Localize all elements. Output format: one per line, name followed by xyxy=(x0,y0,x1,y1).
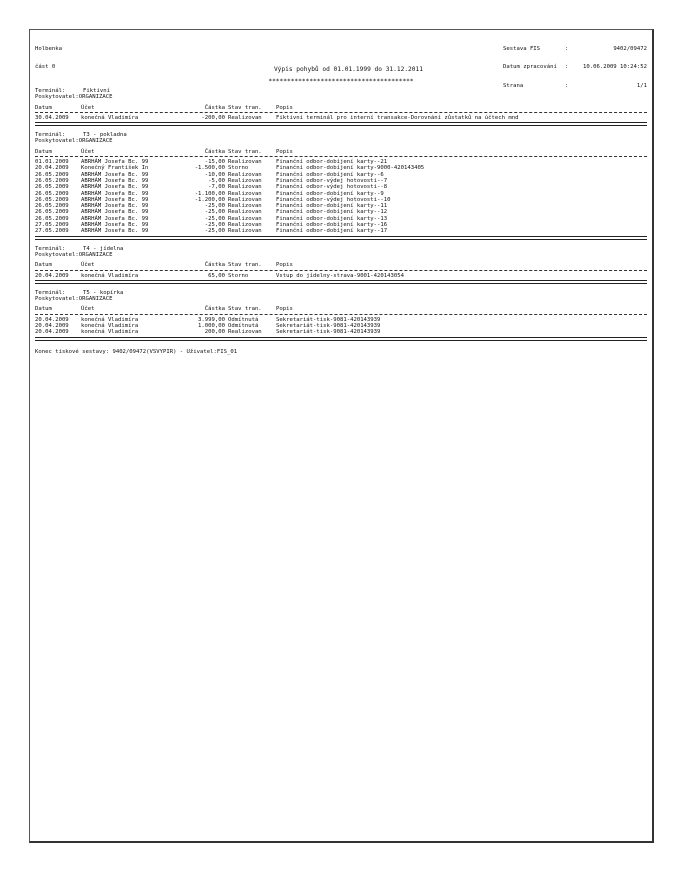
column-header xyxy=(35,262,647,268)
cell-date: 26.05.2009 xyxy=(35,203,69,210)
dashed-separator xyxy=(35,270,647,271)
terminal-section xyxy=(35,132,647,239)
cell-date: 26.05.2009 xyxy=(35,215,69,222)
col-account-header: Účet xyxy=(81,148,95,155)
cell-amount: -25,00 xyxy=(204,209,225,216)
terminal-meta xyxy=(35,88,647,101)
col-desc-header: Popis xyxy=(276,104,293,111)
terminal-meta xyxy=(35,290,647,303)
double-separator xyxy=(35,122,647,126)
cell-state: Storno xyxy=(228,165,249,172)
cell-desc: Finanční odbor-dobíjení karty--11 xyxy=(276,203,388,210)
provider-name: ORGANIZACE xyxy=(78,251,113,258)
provider-name: ORGANIZACE xyxy=(78,138,113,145)
cell-state: Realizovan xyxy=(228,196,262,203)
cell-account: konečná Vladimíra xyxy=(81,316,139,323)
col-amount-header: Částka xyxy=(204,262,225,269)
cell-amount: -5,00 xyxy=(208,177,225,184)
double-separator xyxy=(35,280,647,284)
col-state-header: Stav tran. xyxy=(228,148,262,155)
provider-row xyxy=(35,138,647,144)
cell-desc: Finanční odbor-výdej hotovosti--10 xyxy=(276,196,391,203)
cell-amount: -1.200,00 xyxy=(194,196,225,203)
cell-state: Realizovan xyxy=(228,190,262,197)
header-value: 9402/09472 xyxy=(613,45,647,52)
cell-state: Realizovan xyxy=(228,184,262,191)
cell-amount: -10,00 xyxy=(204,171,225,178)
cell-date: 01.01.2009 xyxy=(35,159,69,166)
report-page xyxy=(29,29,654,843)
cell-desc: Sekretariát-tisk-9081-420143939 xyxy=(276,323,381,330)
col-desc-header: Popis xyxy=(276,148,293,155)
header-key: Sestava FIS xyxy=(503,45,541,52)
terminal-meta xyxy=(35,132,647,145)
cell-desc: Finanční odbor-dobíjení karty--21 xyxy=(276,159,388,166)
cell-state: Realizovan xyxy=(228,159,262,166)
cell-date: 30.04.2009 xyxy=(35,114,69,121)
double-separator xyxy=(35,236,647,240)
cell-state: Realizovan xyxy=(228,228,262,235)
cell-state: Odmítnutá xyxy=(228,316,259,323)
col-state-header: Stav tran. xyxy=(228,306,262,313)
cell-date: 26.05.2009 xyxy=(35,190,69,197)
section-label: část 0 xyxy=(35,64,56,71)
provider-label: Poskytovatel: xyxy=(35,138,79,145)
table-row xyxy=(35,329,647,335)
terminal-label: Terminál: xyxy=(35,245,66,252)
terminal-section xyxy=(35,246,647,284)
terminal-name: T4 - jídelna xyxy=(83,245,124,252)
cell-date: 20.04.2009 xyxy=(35,329,69,336)
cell-amount: 3.999,00 xyxy=(198,316,225,323)
header-sep: : xyxy=(565,83,569,90)
header-sep: : xyxy=(565,45,569,52)
cell-date: 20.04.2009 xyxy=(35,316,69,323)
header-row-report xyxy=(503,46,647,52)
cell-state: Realizovan xyxy=(228,215,262,222)
col-account-header: Účet xyxy=(81,104,95,111)
report-footer: Konec tiskové sestavy: 9402/09472(VSVYPIR) - Uživatel:FIS_01 xyxy=(35,348,238,355)
cell-account: ABRHÁM Josefa Bc. 99 xyxy=(81,228,149,235)
cell-state: Odmítnutá xyxy=(228,323,259,330)
cell-date: 26.05.2009 xyxy=(35,196,69,203)
col-account-header: Účet xyxy=(81,306,95,313)
cell-amount: 200,00 xyxy=(204,329,225,336)
cell-amount: -7,00 xyxy=(208,184,225,191)
cell-date: 20.04.2009 xyxy=(35,323,69,330)
provider-label: Poskytovatel: xyxy=(35,251,79,258)
cell-state: Realizovan xyxy=(228,222,262,229)
cell-date: 20.04.2009 xyxy=(35,165,69,172)
cell-account: ABRHÁM Josefa Bc. 99 xyxy=(81,184,149,191)
col-desc-header: Popis xyxy=(276,306,293,313)
cell-account: konečná Vladimíra xyxy=(81,323,139,330)
cell-desc: Sekretariát-tisk-9081-420143939 xyxy=(276,316,381,323)
double-separator xyxy=(35,337,647,341)
cell-amount: -15,00 xyxy=(204,159,225,166)
cell-desc: Finanční odbor-výdej hotovosti--7 xyxy=(276,177,388,184)
provider-label: Poskytovatel: xyxy=(35,296,79,303)
terminal-label: Terminál: xyxy=(35,132,66,139)
column-header xyxy=(35,105,647,111)
dashed-separator xyxy=(35,112,647,113)
col-date-header: Datum xyxy=(35,104,52,111)
cell-amount: 1.000,00 xyxy=(198,323,225,330)
dashed-separator xyxy=(35,314,647,315)
cell-state: Realizovan xyxy=(228,329,262,336)
provider-row xyxy=(35,94,647,100)
cell-account: ABRHÁM Josefa Bc. 99 xyxy=(81,177,149,184)
cell-amount: 65,00 xyxy=(208,272,225,279)
col-account-header: Účet xyxy=(81,262,95,269)
header-key: Datum zpracování xyxy=(503,64,557,71)
col-amount-header: Částka xyxy=(204,148,225,155)
cell-account: ABRHÁM Josefa Bc. 99 xyxy=(81,196,149,203)
col-date-header: Datum xyxy=(35,306,52,313)
report-title-text: Výpis pohybů od 01.01.1999 do 31.12.2011 xyxy=(273,66,423,74)
report-content xyxy=(35,88,647,355)
cell-desc: Finanční odbor-dobíjení karty--17 xyxy=(276,228,388,235)
cell-amount: -200,00 xyxy=(201,114,225,121)
cell-date: 26.05.2009 xyxy=(35,184,69,191)
col-amount-header: Částka xyxy=(204,306,225,313)
terminal-name: T3 - pokladna xyxy=(83,132,127,139)
cell-date: 27.05.2009 xyxy=(35,222,69,229)
cell-date: 26.05.2009 xyxy=(35,177,69,184)
column-header xyxy=(35,149,647,155)
cell-account: konečná Vladimíra xyxy=(81,329,139,336)
cell-amount: -1.100,00 xyxy=(194,190,225,197)
provider-name: ORGANIZACE xyxy=(78,94,113,101)
terminal-section xyxy=(35,88,647,126)
terminal-label: Terminál: xyxy=(35,289,66,296)
terminal-label: Terminál: xyxy=(35,88,66,94)
provider-name: ORGANIZACE xyxy=(78,296,113,303)
cell-desc: Finanční odbor-dobíjení karty-9000-420143405 xyxy=(276,165,425,172)
cell-amount: -25,00 xyxy=(204,222,225,229)
cell-account: ABRHÁM Josefa Bc. 99 xyxy=(81,190,149,197)
org-name: Holbenka xyxy=(35,45,62,52)
title-underline: *************************************** xyxy=(268,77,414,85)
cell-account: ABRHÁM Josefa Bc. 99 xyxy=(81,159,149,166)
cell-state: Realizovan xyxy=(228,171,262,178)
terminal-section xyxy=(35,290,647,341)
terminal-name: T5 - kopírka xyxy=(83,289,124,296)
cell-desc: Sekretariát-tisk-9081-420143939 xyxy=(276,329,381,336)
dashed-separator xyxy=(35,156,647,157)
provider-row xyxy=(35,252,647,258)
cell-desc: Finanční odbor-dobíjení karty--12 xyxy=(276,209,388,216)
col-date-header: Datum xyxy=(35,148,52,155)
header-key: Strana xyxy=(503,83,524,90)
cell-amount: -25,00 xyxy=(204,203,225,210)
col-state-header: Stav tran. xyxy=(228,262,262,269)
cell-account: ABRHÁM Josefa Bc. 99 xyxy=(81,209,149,216)
cell-account: ABRHÁM Josefa Bc. 99 xyxy=(81,215,149,222)
cell-state: Storno xyxy=(228,272,249,279)
cell-date: 26.05.2009 xyxy=(35,209,69,216)
cell-account: konečná Vladimíra xyxy=(81,114,139,121)
col-state-header: Stav tran. xyxy=(228,104,262,111)
cell-desc: Vstup do jídelny-strava-9001-420143054 xyxy=(276,272,404,279)
column-header xyxy=(35,306,647,312)
cell-account: Konečný František In xyxy=(81,165,149,172)
cell-account: ABRHÁM Josefa Bc. 99 xyxy=(81,171,149,178)
terminal-meta xyxy=(35,246,647,259)
cell-state: Realizovan xyxy=(228,203,262,210)
cell-date: 26.05.2009 xyxy=(35,171,69,178)
col-date-header: Datum xyxy=(35,262,52,269)
terminal-name: Fiktivní xyxy=(83,88,110,94)
col-amount-header: Částka xyxy=(204,104,225,111)
cell-desc: Finanční odbor-dobíjení karty--16 xyxy=(276,222,388,229)
cell-desc: Fiktivní terminál pro interní transakce-Dorovnání zůstatků na účtech mnd xyxy=(276,114,519,121)
provider-row xyxy=(35,296,647,302)
cell-desc: Finanční odbor-dobíjení karty--9 xyxy=(276,190,384,197)
cell-date: 20.04.2009 xyxy=(35,272,69,279)
header-value: 10.06.2009 10:24:52 xyxy=(583,64,647,71)
header-sep: : xyxy=(565,64,569,71)
cell-state: Realizovan xyxy=(228,209,262,216)
cell-amount: -1.500,00 xyxy=(194,165,225,172)
cell-account: konečná Vladimíra xyxy=(81,272,139,279)
provider-label: Poskytovatel: xyxy=(35,94,79,101)
cell-desc: Finanční odbor-dobíjení karty--6 xyxy=(276,171,384,178)
cell-account: ABRHÁM Josefa Bc. 99 xyxy=(81,222,149,229)
table-row xyxy=(35,228,647,234)
header-value: 1/1 xyxy=(636,83,647,90)
table-row xyxy=(35,115,647,121)
cell-desc: Finanční odbor-výdej hotovosti--8 xyxy=(276,184,388,191)
cell-date: 27.05.2009 xyxy=(35,228,69,235)
cell-state: Realizovan xyxy=(228,177,262,184)
table-row xyxy=(35,273,647,279)
cell-amount: -25,00 xyxy=(204,215,225,222)
cell-desc: Finanční odbor-dobíjení karty--13 xyxy=(276,215,388,222)
col-desc-header: Popis xyxy=(276,262,293,269)
cell-account: ABRHÁM Josefa Bc. 99 xyxy=(81,203,149,210)
cell-state: Realizovan xyxy=(228,114,262,121)
cell-amount: -25,00 xyxy=(204,228,225,235)
